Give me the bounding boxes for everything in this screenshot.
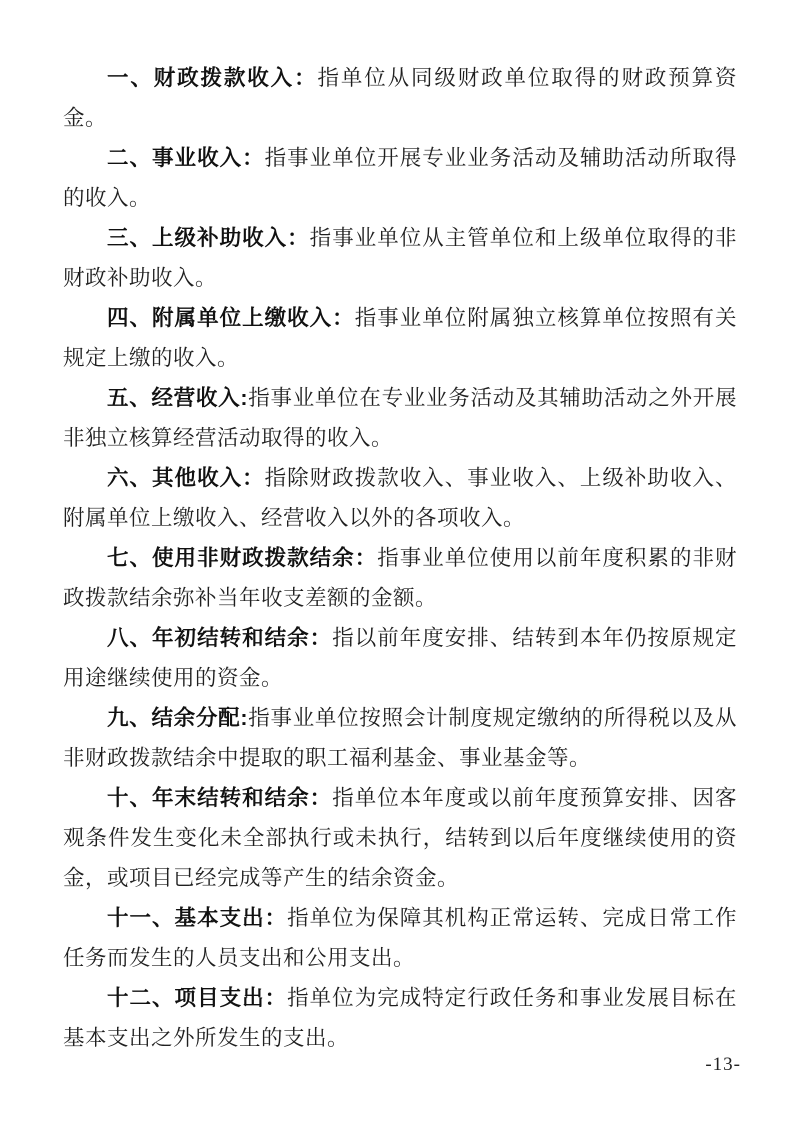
definition-paragraph-12: [63, 978, 737, 1058]
definition-paragraph-4: [63, 298, 737, 378]
definition-paragraph-1: [63, 58, 737, 138]
definition-text: 指单位为完成特定行政任务和事业发展目标在基本支出之外所发生的支出。: [63, 986, 737, 1050]
definition-text: 指单位本年度或以前年度预算安排、因客观条件发生变化未全部执行或未执行，结转到以后年度继续使用的资金，或项目已经完成等产生的结余资金。: [63, 786, 737, 890]
term-label: 一、财政拨款收入：: [107, 66, 318, 90]
definition-paragraph-8: [63, 618, 737, 698]
definition-text: 指事业单位从主管单位和上级单位取得的非财政补助收入。: [63, 226, 737, 290]
definition-paragraph-5: [63, 378, 737, 458]
definition-paragraph-6: [63, 458, 737, 538]
term-label: 八、年初结转和结余：: [107, 626, 333, 650]
definition-text: 指单位为保障其机构正常运转、完成日常工作任务而发生的人员支出和公用支出。: [63, 906, 737, 970]
definition-paragraph-2: [63, 138, 737, 218]
term-label: 十一、基本支出：: [107, 906, 288, 930]
definition-text: 指事业单位使用以前年度积累的非财政拨款结余弥补当年收支差额的金额。: [63, 546, 737, 610]
term-label: 二、事业收入：: [107, 146, 265, 170]
definition-text: 指除财政拨款收入、事业收入、上级补助收入、附属单位上缴收入、经营收入以外的各项收入。: [63, 466, 737, 530]
definition-text: 指事业单位在专业业务活动及其辅助活动之外开展非独立核算经营活动取得的收入。: [63, 386, 737, 450]
term-label: 九、结余分配:: [107, 706, 249, 730]
term-label: 五、经营收入:: [107, 386, 249, 410]
definition-text: 指事业单位开展专业业务活动及辅助活动所取得的收入。: [63, 146, 737, 210]
definition-paragraph-9: [63, 698, 737, 778]
page-number: -13-: [705, 1054, 741, 1075]
definition-text: 指单位从同级财政单位取得的财政预算资金。: [63, 66, 737, 130]
definition-paragraph-3: [63, 218, 737, 298]
term-label: 六、其他收入：: [107, 466, 265, 490]
definition-paragraph-7: [63, 538, 737, 618]
term-label: 七、使用非财政拨款结余：: [107, 546, 378, 570]
document-body: [63, 58, 737, 1058]
term-label: 十二、项目支出：: [107, 986, 288, 1010]
term-label: 四、附属单位上缴收入：: [107, 306, 355, 330]
term-label: 三、上级补助收入：: [107, 226, 310, 250]
term-label: 十、年末结转和结余：: [107, 786, 333, 810]
definition-paragraph-10: [63, 778, 737, 898]
definition-paragraph-11: [63, 898, 737, 978]
definition-text: 指事业单位附属独立核算单位按照有关规定上缴的收入。: [63, 306, 737, 370]
definition-text: 指以前年度安排、结转到本年仍按原规定用途继续使用的资金。: [63, 626, 737, 690]
definition-text: 指事业单位按照会计制度规定缴纳的所得税以及从非财政拨款结余中提取的职工福利基金、事业基金等。: [63, 706, 737, 770]
